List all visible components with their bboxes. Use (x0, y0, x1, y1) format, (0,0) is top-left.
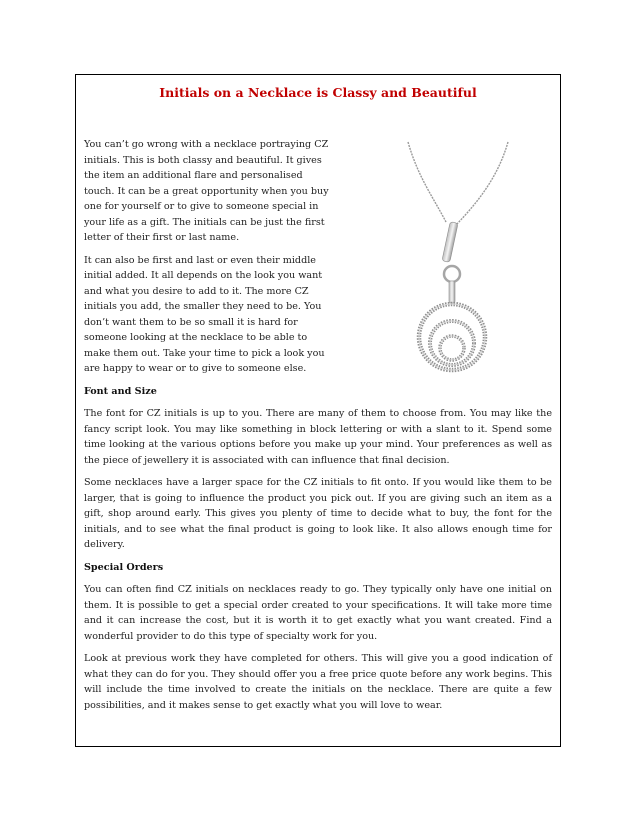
intro-paragraph-1: You can’t go wrong with a necklace portraying CZ initials. This is both classy and beautiful. It gives the item an additional flare and personalised touch. It can be a great opportunity when you buy one for yourself or to give to someone special in your life as a gift. The initials can be just the first letter of their first or last name. (84, 139, 329, 243)
heading-font-and-size: Font and Size (84, 385, 157, 397)
document-page (75, 74, 561, 747)
document-body (84, 137, 552, 720)
font-paragraph-1: The font for CZ initials is up to you. There are many of them to choose from. You may like the fancy script look. You may like something in block lettering or with a slant to it. Spend some time looking at the various options before you make up your mind. Your preferences as well as the piece of jewellery it is associated with can influence that final decision. (84, 408, 552, 466)
special-paragraph-1: You can often find CZ initials on necklaces ready to go. They typically only have one initial on them. It is possible to get a special order created to your specifications. It will take more time and it can increase the cost, but it is worth it to get exactly what you want created. Find a wonderful provider to do this type of specialty work for you. (84, 584, 552, 642)
special-paragraph-2: Look at previous work they have completed for others. This will give you a good indication of what they can do for you. They should offer you a free price quote before any work begins. This will include the time involved to create the initials on the necklace. There are quite a few possibilities, and it makes sense to get exactly what you will love to wear. (84, 653, 552, 711)
heading-special-orders: Special Orders (84, 561, 164, 573)
intro-section (84, 137, 552, 377)
font-paragraph-2: Some necklaces have a larger space for the CZ initials to fit onto. If you would like them to be larger, that is going to influence the product you pick out. If you are giving such an item as a gift, shop around early. This gives you plenty of time to decide what to buy, the font for the initials, and to see what the final product is going to look like. It also allows enough time for delivery. (84, 477, 552, 550)
intro-paragraph-2: It can also be first and last or even their middle initial added. It all depends on the look you want and what you desire to add to it. The more CZ initials you add, the smaller they need to be. You don’t want them to be so small it is hard for someone looking at the necklace to be able to make them out. Take your time to pick a look you are happy to wear or to give to someone else. (84, 254, 325, 374)
page-title: Initials on a Necklace is Classy and Beautiful (159, 85, 477, 100)
